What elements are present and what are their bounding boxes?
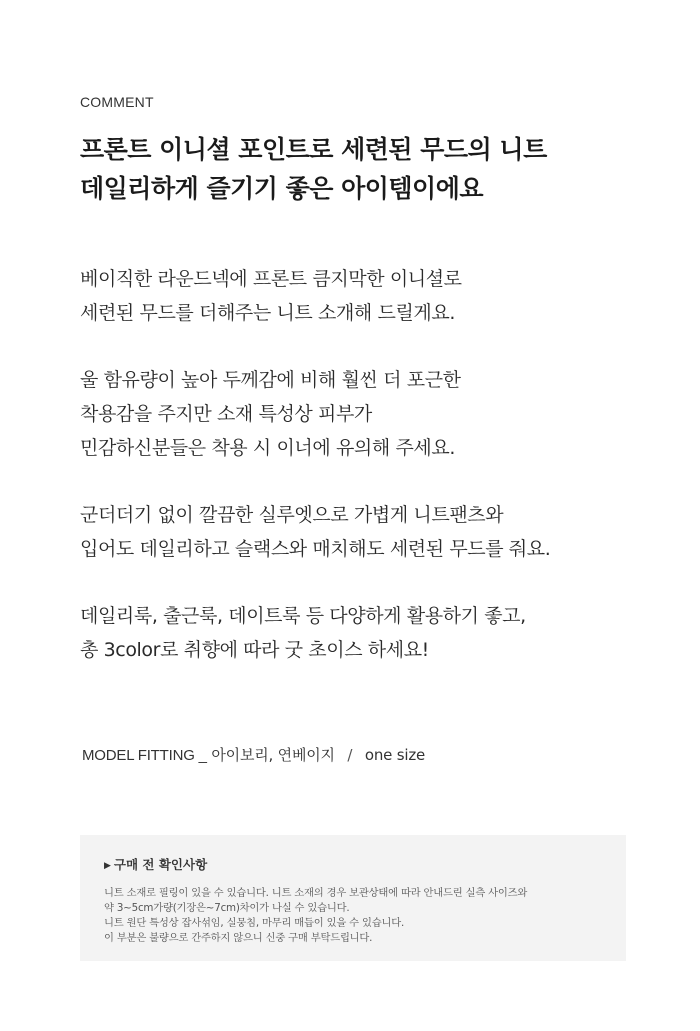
description-line: 데일리룩, 출근룩, 데이트룩 등 다양하게 활용하기 좋고,: [80, 605, 526, 627]
description-line: 민감하신분들은 착용 시 이너에 유의해 주세요.: [80, 437, 455, 459]
notice-line: 니트 소재로 필링이 있을 수 있습니다. 니트 소재의 경우 보관상태에 따라 안내드린 실측 사이즈와: [104, 887, 528, 899]
notice-line: 약 3~5cm가량(기장은~7cm)차이가 나실 수 있습니다.: [104, 902, 350, 914]
headline-line: 프론트 이니셜 포인트로 세련된 무드의 니트: [80, 135, 547, 164]
headline: [80, 130, 680, 208]
headline-line: 데일리하게 즐기기 좋은 아이템이에요: [80, 174, 484, 203]
description-line: 울 함유량이 높아 두께감에 비해 훨씬 더 포근한: [80, 369, 461, 391]
description-line: 총 3color로 취향에 따라 굿 초이스 하세요!: [80, 639, 429, 661]
model-fitting-info: [82, 744, 425, 765]
notice-line: 니트 원단 특성상 잡사섞임, 실뭉침, 마무리 매듭이 있을 수 있습니다.: [104, 917, 405, 929]
description-line: 입어도 데일리하고 슬랙스와 매치해도 세련된 무드를 줘요.: [80, 538, 551, 560]
description-paragraph: [80, 498, 680, 566]
description-paragraph: [80, 599, 680, 667]
notice-text: [104, 886, 614, 946]
description-body: [80, 262, 680, 700]
description-line: 군더더기 없이 깔끔한 실루엣으로 가볍게 니트팬츠와: [80, 504, 504, 526]
purchase-notice-box: [80, 835, 626, 961]
notice-line: 이 부분은 불량으로 간주하지 않으니 신중 구매 부탁드립니다.: [104, 932, 373, 944]
model-fitting-separator: /: [347, 746, 353, 764]
description-paragraph: [80, 363, 680, 465]
notice-title: [104, 855, 207, 873]
description-paragraph: [80, 262, 680, 330]
model-fitting-size: one size: [364, 746, 426, 764]
description-line: 착용감을 주지만 소재 특성상 피부가: [80, 403, 372, 425]
description-line: 베이직한 라운드넥에 프론트 큼지막한 이니셜로: [80, 268, 462, 290]
model-fitting-label: MODEL FITTING _: [82, 747, 207, 764]
section-label: COMMENT: [80, 94, 154, 110]
model-fitting-colors: 아이보리, 연베이지: [211, 746, 335, 764]
notice-title-text: 구매 전 확인사항: [113, 857, 208, 872]
triangle-marker-icon: ▶: [104, 861, 111, 871]
description-line: 세련된 무드를 더해주는 니트 소개해 드릴게요.: [80, 302, 455, 324]
